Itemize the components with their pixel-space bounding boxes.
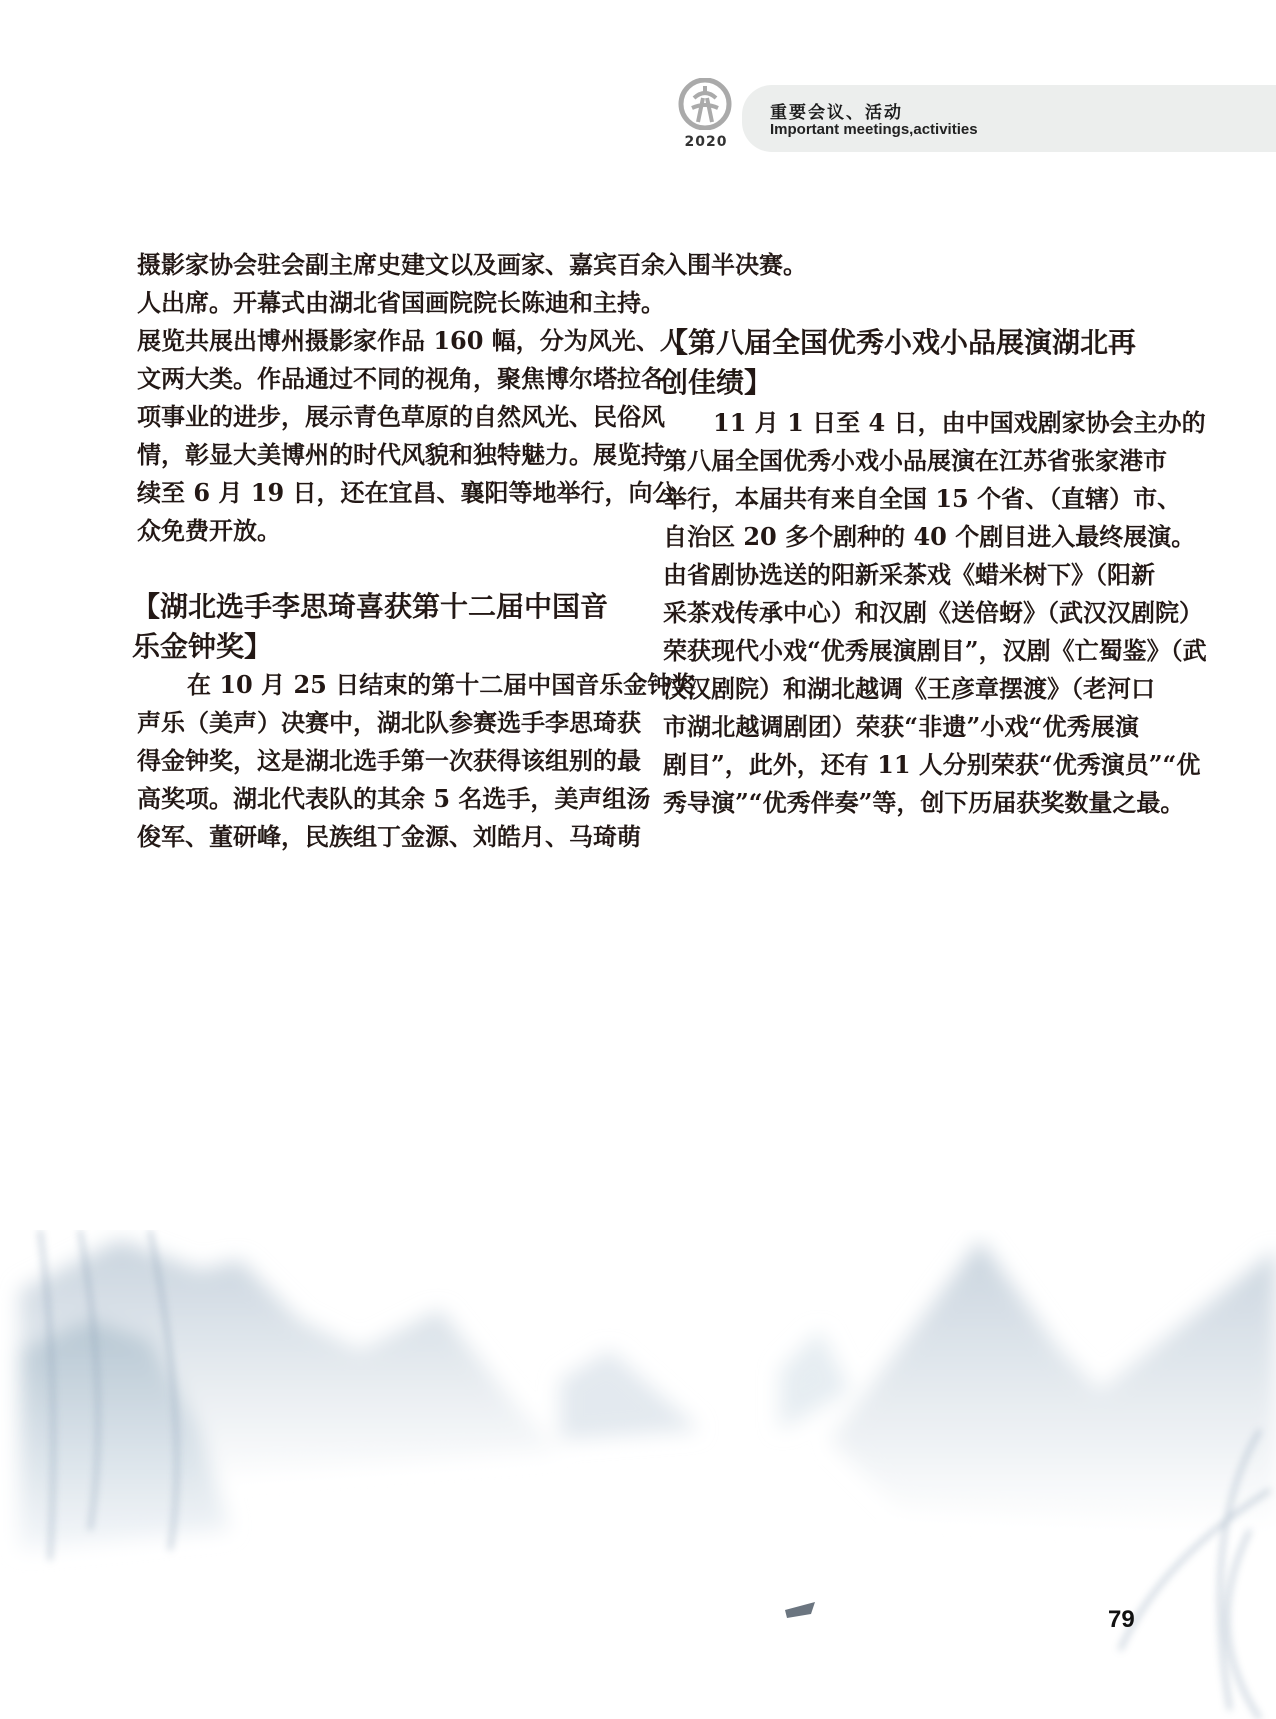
- text-line: 众免费开放。: [137, 516, 281, 545]
- text-line: 荣获现代小戏“优秀展演剧目”，汉剧《亡蜀鉴》（武: [663, 636, 1207, 665]
- section-heading-jinzhong: [132, 587, 608, 667]
- text-line: 高奖项。湖北代表队的其余 5 名选手，美声组汤: [137, 784, 651, 813]
- text-line: 剧目”，此外，还有 11 人分别荣获“优秀演员”“优: [663, 750, 1201, 779]
- text-line: 11 月 1 日至 4 日，由中国戏剧家协会主办的: [713, 408, 1206, 437]
- text-line: 续至 6 月 19 日，还在宜昌、襄阳等地举行，向公: [137, 478, 677, 507]
- emblem-icon: [676, 78, 734, 130]
- section-heading-xiaoxi: [660, 323, 1136, 403]
- page-number: 79: [1108, 1606, 1135, 1633]
- text-line: 汉汉剧院）和湖北越调《王彦章摆渡》（老河口: [663, 674, 1155, 703]
- text-line: 市湖北越调剧团）荣获“非遗”小戏“优秀展演: [663, 712, 1139, 741]
- text-line: 俊军、董研峰，民族组丁金源、刘皓月、马琦萌: [137, 822, 641, 851]
- text-line: 第八届全国优秀小戏小品展演在江苏省张家港市: [663, 446, 1167, 475]
- year-label: 2020: [684, 134, 728, 150]
- text-line: 秀导演”“优秀伴奏”等，创下历届获奖数量之最。: [663, 788, 1185, 817]
- heading-line: 【湖北选手李思琦喜获第十二届中国音: [132, 590, 609, 623]
- text-line: 在 10 月 25 日结束的第十二届中国音乐金钟奖: [187, 670, 696, 699]
- text-line: 声乐（美声）决赛中，湖北队参赛选手李思琦获: [137, 708, 641, 737]
- text-line: 自治区 20 多个剧种的 40 个剧目进入最终展演。: [663, 522, 1196, 551]
- paragraph: [663, 404, 1207, 822]
- section-title: 重要会议、活动: [770, 103, 903, 123]
- section-subtitle: Important meetings,activities: [770, 121, 978, 138]
- text-line: 摄影家协会驻会副主席史建文以及画家、嘉宾百余: [137, 250, 665, 279]
- ink-landscape-illustration: [0, 1230, 1276, 1719]
- heading-line: 创佳绩】: [660, 366, 773, 399]
- text-line: 得金钟奖，这是湖北选手第一次获得该组别的最: [137, 746, 641, 775]
- text-line: 展览共展出博州摄影家作品 160 幅，分为风光、人: [137, 326, 684, 355]
- text-line: 情，彰显大美博州的时代风貌和独特魅力。展览持: [137, 440, 665, 469]
- right-column-text: [663, 246, 1139, 284]
- paragraph: [137, 666, 696, 856]
- text-line: 采茶戏传承中心）和汉剧《送倍蚜》（武汉汉剧院）: [663, 598, 1203, 627]
- text-line: 由省剧协选送的阳新采茶戏《蜡米树下》（阳新: [663, 560, 1155, 589]
- text-line: 举行，本届共有来自全国 15 个省、（直辖）市、: [663, 484, 1182, 513]
- text-line: 人出席。开幕式由湖北省国画院院长陈迪和主持。: [137, 288, 665, 317]
- text-line: 入围半决赛。: [663, 250, 807, 279]
- left-column-text: [137, 246, 684, 550]
- paragraph: [137, 246, 684, 550]
- heading-line: 【第八届全国优秀小戏小品展演湖北再: [660, 326, 1137, 359]
- text-line: 项事业的进步，展示青色草原的自然风光、民俗风: [137, 402, 665, 431]
- text-line: 文两大类。作品通过不同的视角，聚焦博尔塔拉各: [137, 364, 665, 393]
- heading-line: 乐金钟奖】: [132, 630, 273, 663]
